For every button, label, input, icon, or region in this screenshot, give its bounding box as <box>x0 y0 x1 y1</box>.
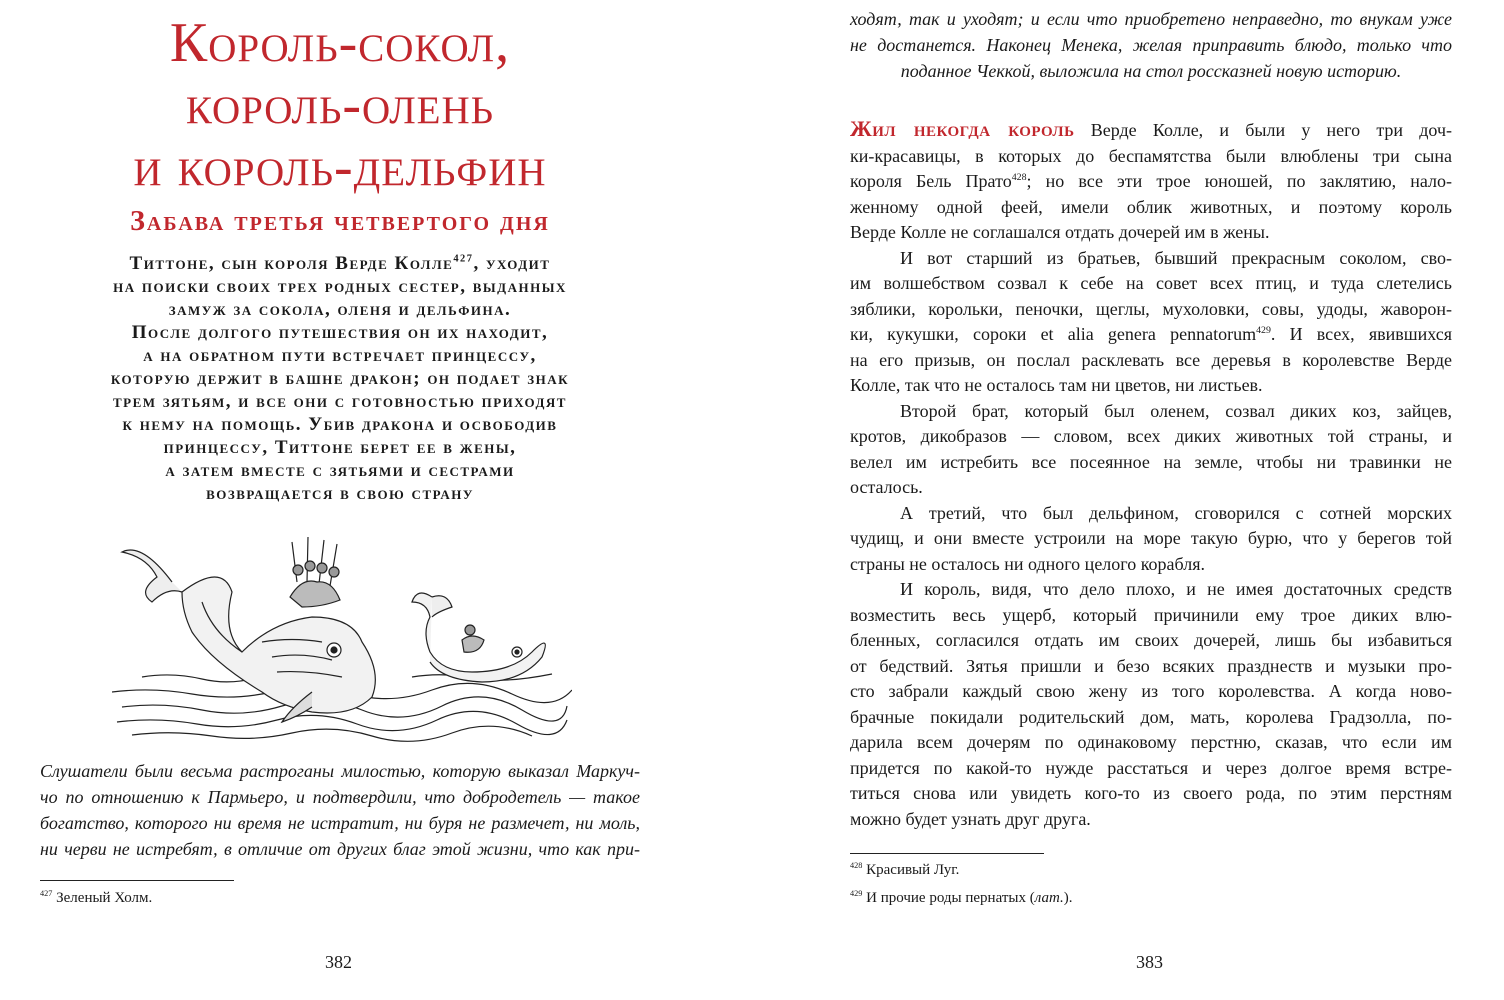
body-line: А третий, что был дельфином, сговорился с сотней морских <box>900 502 1452 523</box>
intro-line: не достанется. Наконец Менека, желая приправить блюдо, только что <box>850 35 1452 55</box>
italic-line: ни черви не истребят, в отличие от других благ этой жизни, что как при- <box>40 839 640 859</box>
footnote-427 <box>40 888 152 908</box>
body-line-text: короля Бель Прато <box>850 171 1012 191</box>
page-number: 382 <box>325 952 352 972</box>
italic-line: Слушатели были весьма растроганы милостью, которую выказал Маркуч- <box>40 761 640 781</box>
title-line-2: король-олень <box>185 74 495 136</box>
body-line-text: ; но все эти трое юношей, по заклятию, нало- <box>1026 171 1453 191</box>
body-line: И вот старший из братьев, бывший прекрасным соколом, сво- <box>900 247 1452 268</box>
body-line: возместить весь ущерб, который причинили ему трое диких влю- <box>850 604 1452 625</box>
intro-line: ходят, так и уходят; и если что приобретено неправедно, то внукам уже <box>850 9 1452 29</box>
body-line: чудищ, и они вместе устроили на море такую бурю, что у берегов той <box>850 528 1452 548</box>
body-line: осталось. <box>850 477 923 497</box>
summary-line: возвращается в свою страну <box>206 483 474 504</box>
story-body <box>850 116 1452 832</box>
body-line <box>850 169 1452 195</box>
footnote-ref-429[interactable]: 429 <box>1256 325 1271 336</box>
body-line-text: . И всех, явившихся <box>1270 324 1452 344</box>
page-number: 383 <box>1136 952 1163 972</box>
footnote-number: 428 <box>850 861 863 870</box>
body-line: на его призыв, он послал расклевать все деревья в королевстве Верде <box>850 349 1452 370</box>
body-line: велел им истребить все посеянное на земле, чтобы ни травинки не <box>850 451 1452 472</box>
body-line: зяблики, корольки, пеночки, щеглы, мухоловки, совы, удоды, жаворон- <box>850 298 1452 319</box>
summary-line: а затем вместе с зятьями и сестрами <box>165 460 515 481</box>
footnote-text: Зеленый Холм. <box>52 890 153 906</box>
footnote-428 <box>850 860 959 880</box>
body-line-text: Верде Колле, и были у него три доч- <box>1074 120 1452 140</box>
body-line <box>850 322 1452 348</box>
chapter-summary <box>60 252 620 505</box>
body-line: Верде Колле не соглашался отдать дочерей им в жены. <box>850 222 1270 242</box>
summary-line: а на обратном пути встречает принцессу, <box>143 345 537 366</box>
summary-line: После долгого путешествия он их находит, <box>131 322 549 343</box>
italic-line: чо по отношению к Пармьеро, и подтвердили, что добродетель — такое <box>40 787 640 807</box>
body-line: титься снова или увидеть кого-то из своего рода, по этим перстням <box>850 783 1452 803</box>
body-line: женному одной феей, имели облик животных, и поэтому король <box>850 196 1452 217</box>
summary-line-1-tail: , уходит <box>473 253 551 274</box>
footnote-ref-428[interactable]: 428 <box>1011 172 1027 183</box>
lead-in-text: Жил некогда король <box>850 116 1075 141</box>
intro-line: поданное Чеккой, выложила на стол россказней новую историю. <box>900 61 1402 81</box>
footnote-rule <box>40 880 234 881</box>
body-line: И король, видя, что дело плохо, и не имея достаточных средств <box>900 579 1452 599</box>
summary-line: на поиски своих трех родных сестер, выданных <box>113 276 567 297</box>
footnote-abbrev: лат. <box>1034 890 1064 906</box>
body-line: страны не осталось ни одного целого корабля. <box>850 553 1206 574</box>
chapter-subtitle: Забава третья четвертого дня <box>130 206 550 237</box>
body-line: им волшебством созвал к себе на совет всех птиц, и туда слетелись <box>850 273 1452 293</box>
body-line: бленных, согласился отдать им своих дочерей, лишь бы избавиться <box>850 630 1452 650</box>
footnote-number: 429 <box>850 889 863 898</box>
italic-line: богатство, которого ни время не истратит, ни буря не размечет, ни моль, <box>40 813 640 833</box>
footnote-text: ). <box>1063 890 1073 906</box>
body-line: Второй брат, который был оленем, созвал диких коз, зайцев, <box>900 400 1452 421</box>
footnote-rule <box>850 853 1044 854</box>
body-line: сто забрали каждый свою жену из того королевства. А когда ново- <box>850 681 1452 701</box>
closing-italic-paragraph <box>40 758 640 862</box>
body-line: кротов, дикобразов — словом, всех диких животных той страны, и <box>850 426 1452 446</box>
right-page <box>752 0 1504 1000</box>
body-line: от бедствий. Зятья пришли и безо всяких празднеств и музыки про- <box>850 655 1452 676</box>
body-line <box>850 116 1452 144</box>
body-line: придется по какой-то нужде расстаться и через долгое время встре- <box>850 757 1452 778</box>
summary-line: которую держит в башне дракон; он подает знак <box>110 368 570 389</box>
footnote-429 <box>850 888 1072 908</box>
body-line-text: ки, кукушки, сороки et alia genera pennatorum <box>850 324 1257 344</box>
body-line: дарила всем дочерям по одинаковому перстню, сказав, что если им <box>850 732 1452 752</box>
summary-line <box>60 252 620 275</box>
footnote-text: И прочие роды пернатых ( <box>862 890 1035 906</box>
body-line: ки-красавицы, в которых до беспамятства были влюблены три сына <box>850 145 1452 166</box>
footnote-number: 427 <box>40 889 53 898</box>
body-line: Колле, так что не осталось там ни цветов, ни листьев. <box>850 375 1263 395</box>
summary-line: к нему на помощь. Убив дракона и освободив <box>122 414 558 435</box>
body-line: можно будет узнать друг друга. <box>850 808 1091 829</box>
footnote-text: Красивый Луг. <box>862 862 960 878</box>
continued-italic-paragraph <box>850 6 1452 84</box>
summary-line: трем зятьям, и все они с готовностью приходят <box>113 391 567 412</box>
title-line-1: Король-сокол, <box>169 12 511 74</box>
footnote-ref-427[interactable]: 427 <box>453 253 474 265</box>
summary-line: принцессу, Титтоне берет ее в жены, <box>163 437 517 458</box>
sea-monster-engraving-icon <box>112 522 572 744</box>
chapter-title <box>30 12 650 198</box>
summary-line-1-text: Титтоне, сын короля Верде Колле <box>129 253 454 274</box>
body-line: брачные покидали родительский дом, мать, королева Градзолла, по- <box>850 706 1452 727</box>
summary-line: замуж за сокола, оленя и дельфина. <box>168 299 512 320</box>
title-line-3: и король-дельфин <box>133 136 547 198</box>
